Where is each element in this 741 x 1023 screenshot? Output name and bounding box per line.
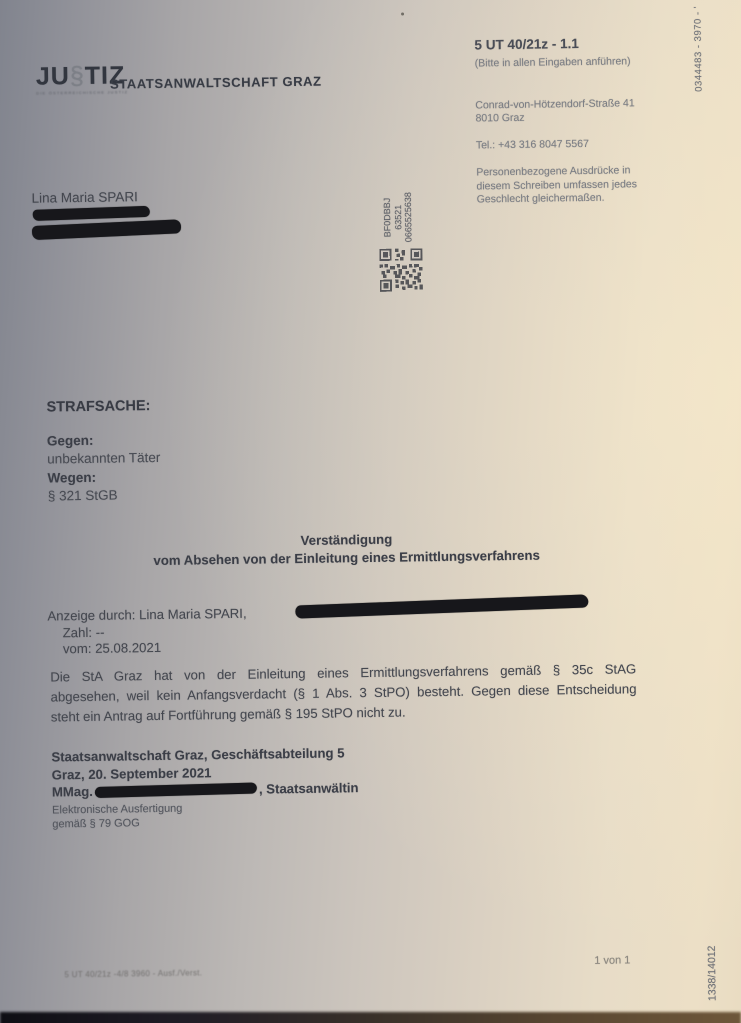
vom-line: vom: 25.08.2021 xyxy=(62,639,162,657)
barcode-id-block xyxy=(361,181,434,254)
logo-text-right: TIZ xyxy=(84,61,126,90)
case-details xyxy=(47,431,161,507)
gegen-label: Gegen: xyxy=(46,432,94,449)
body-paragraph xyxy=(50,659,637,727)
signature-suffix: , Staatsanwältin xyxy=(258,780,359,797)
paragraph-sign-icon: § xyxy=(69,61,85,91)
body-line2: abgesehen, weil kein Anfangsverdacht (§ 1 Abs. 3 StPO) besteht. Gegen diese Entscheidung xyxy=(50,681,637,705)
wegen-value: § 321 StGB xyxy=(47,487,118,504)
signature-date: Graz, 20. September 2021 xyxy=(51,764,212,782)
signature-block xyxy=(51,744,358,801)
signature-office: Staatsanwaltschaft Graz, Geschäftsabteilung 5 xyxy=(51,745,345,765)
case-number-note: (Bitte in allen Eingaben anführen) xyxy=(474,55,631,70)
case-number: 5 UT 40/21z - 1.1 xyxy=(474,36,579,53)
gender-note-line1: Personenbezogene Ausdrücke in xyxy=(476,164,631,179)
redaction-bar-signature xyxy=(95,783,257,799)
side-mark-top-right xyxy=(652,2,741,95)
gender-note-line2: diesem Schreiben umfassen jedes xyxy=(476,177,638,192)
side-mark-bottom-right xyxy=(666,927,741,1020)
side-mark-top-right-text: 0344483 - 3970 - ' xyxy=(692,5,705,92)
wegen-label: Wegen: xyxy=(47,469,97,486)
redaction-bar-address1 xyxy=(33,206,150,221)
zahl-line: Zahl: -- xyxy=(62,624,105,641)
body-line3: steht ein Antrag auf Fortführung gemäß § 195 StPO nicht zu. xyxy=(50,704,406,725)
barcode-line1: BF0DBBJ xyxy=(381,197,393,238)
redaction-bar-anzeige xyxy=(295,594,588,618)
strafsache-heading: STRAFSACHE: xyxy=(46,398,151,416)
logo-text-left: JU xyxy=(35,62,71,91)
barcode-line3: 0665525638 xyxy=(402,192,414,243)
office-address-line2: 8010 Graz xyxy=(475,111,525,125)
anzeige-durch-line: Anzeige durch: Lina Maria SPARI, xyxy=(47,605,247,624)
qr-code xyxy=(379,248,423,292)
reference-block xyxy=(474,35,676,207)
page-number: 1 von 1 xyxy=(594,954,631,967)
office-phone: Tel.: +43 316 8047 5567 xyxy=(475,137,589,151)
document-title-line1: Verständigung xyxy=(300,531,393,548)
paper-speck xyxy=(401,12,404,15)
electronic-copy-note xyxy=(52,802,183,832)
office-name: STAATSANWALTSCHAFT GRAZ xyxy=(109,73,322,92)
side-mark-bottom-right-text: 1338/14012 xyxy=(706,945,719,1002)
document-title-line2: vom Absehen von der Einleitung eines Ermittlungsverfahrens xyxy=(153,547,540,569)
body-line1: Die StA Graz hat von der Einleitung eines Ermittlungsverfahrens gemäß § 35c StAG xyxy=(50,661,637,685)
signature-prefix: MMag. xyxy=(51,783,94,800)
office-address-line1: Conrad-von-Hötzendorf-Straße 41 xyxy=(475,96,635,111)
gegen-value: unbekannten Täter xyxy=(47,449,161,467)
document-title xyxy=(40,527,652,572)
electronic-copy-line1: Elektronische Ausfertigung xyxy=(52,802,183,817)
electronic-copy-line2: gemäß § 79 GOG xyxy=(52,817,140,831)
barcode-line2: 63521 xyxy=(392,205,403,231)
table-edge-shadow xyxy=(0,1012,741,1023)
gender-note-line3: Geschlecht gleichermaßen. xyxy=(476,191,605,206)
redaction-bar-address2 xyxy=(32,219,181,240)
footer-faint-text: 5 UT 40/21z -4/8 3960 - Ausf./Verst. xyxy=(64,968,203,980)
recipient-name: Lina Maria SPARI xyxy=(31,189,138,206)
logo-tagline: DIE ÖSTERREICHISCHE JUSTIZ xyxy=(36,89,129,96)
